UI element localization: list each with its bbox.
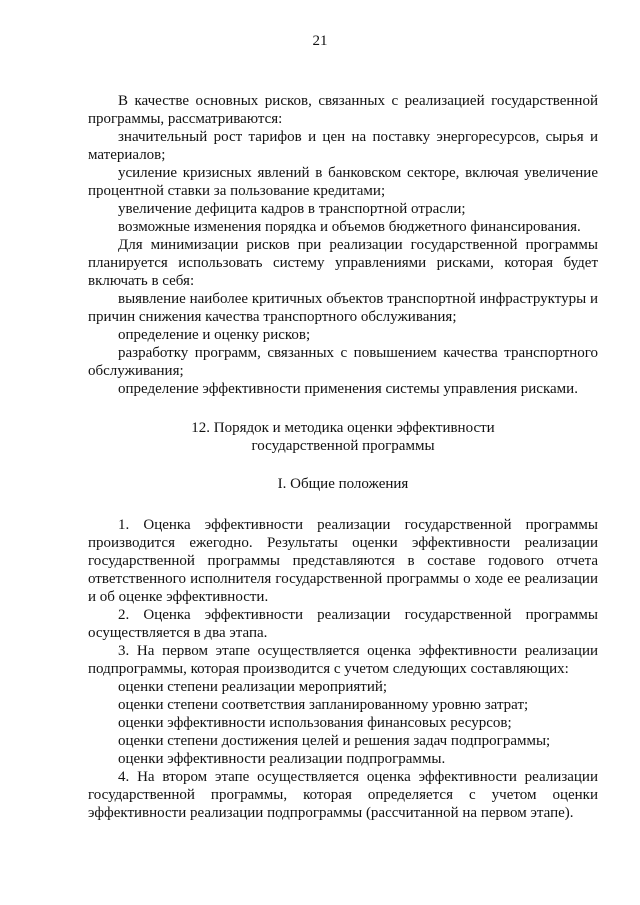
- component-item: оценки степени достижения целей и решения задач подпрограммы;: [118, 733, 551, 749]
- document-body: [88, 92, 598, 822]
- evaluation-paragraph-2: 2. Оценка эффективности реализации государственной программы осуществляется в два этапа.: [88, 607, 598, 641]
- risk-item: усиление кризисных явлений в банковском секторе, включая увеличение процентной ставки за пользование кредитами;: [88, 165, 598, 199]
- risk-item: увеличение дефицита кадров в транспортной отрасли;: [118, 201, 466, 217]
- mitigation-item: определение эффективности применения системы управления рисками.: [118, 381, 578, 397]
- component-item: оценки степени реализации мероприятий;: [118, 679, 388, 695]
- subsection-heading: I. Общие положения: [277, 476, 409, 492]
- risk-item: возможные изменения порядка и объемов бюджетного финансирования.: [118, 219, 581, 235]
- mitigation-intro-paragraph: Для минимизации рисков при реализации государственной программы планируется использовать систему управлениями рисками, которая будет включать в себя:: [88, 237, 598, 289]
- page-number: 21: [312, 33, 328, 49]
- mitigation-item: определение и оценку рисков;: [118, 327, 311, 343]
- risks-intro-paragraph: В качестве основных рисков, связанных с реализацией государственной программы, рассматриваются:: [88, 93, 598, 127]
- risk-item: значительный рост тарифов и цен на поставку энергоресурсов, сырья и материалов;: [88, 129, 598, 163]
- section-heading-line: 12. Порядок и методика оценки эффективности: [191, 420, 495, 436]
- component-item: оценки степени соответствия запланированному уровню затрат;: [118, 697, 529, 713]
- component-item: оценки эффективности использования финансовых ресурсов;: [118, 715, 512, 731]
- mitigation-item: выявление наиболее критичных объектов транспортной инфраструктуры и причин снижения качества транспортного обслуживания;: [88, 291, 598, 325]
- evaluation-paragraph-3: 3. На первом этапе осуществляется оценка эффективности реализации подпрограммы, которая производится с учетом следующих составляющих:: [88, 643, 598, 677]
- section-heading: [88, 419, 598, 455]
- section-heading-line: государственной программы: [251, 438, 435, 454]
- mitigation-item: разработку программ, связанных с повышением качества транспортного обслуживания;: [88, 345, 598, 379]
- evaluation-paragraph-4: 4. На втором этапе осуществляется оценка эффективности реализации государственной программы, которая определяется с учетом оценки эффективности реализации подпрограммы (рассчитанной на первом этапе).: [88, 769, 598, 821]
- evaluation-paragraph-1: 1. Оценка эффективности реализации государственной программы производится ежегодно. Результаты оценки эффективности реализации государственной программы представляются в составе годового отчета ответственного исполнителя государственной программы о ходе ее реализации и об оценке эффективности.: [88, 517, 598, 605]
- component-item: оценки эффективности реализации подпрограммы.: [118, 751, 446, 767]
